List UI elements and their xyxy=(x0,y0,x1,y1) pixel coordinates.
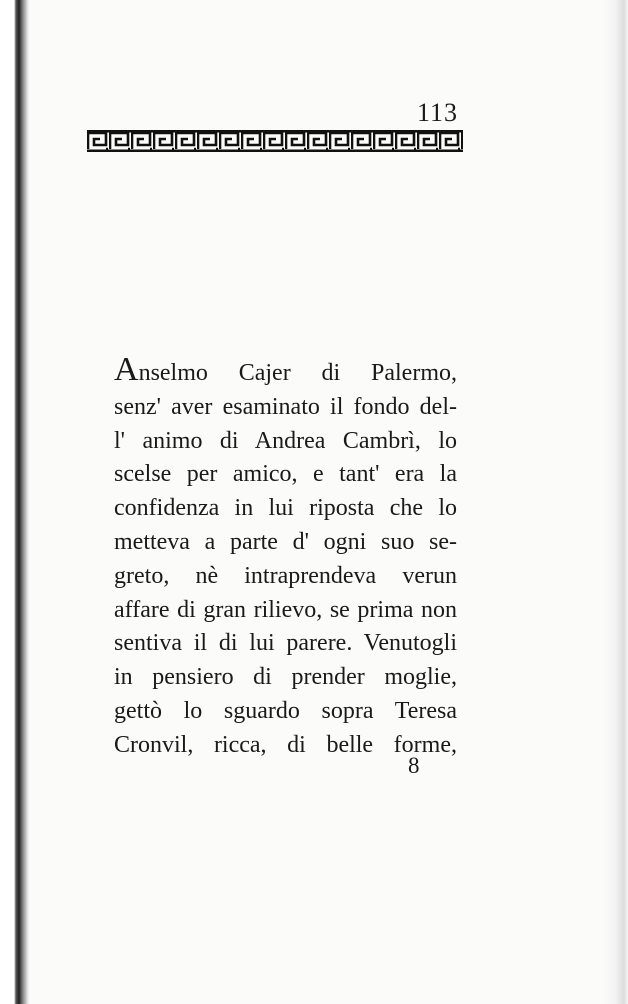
text-line: gettò lo sguardo sopra Teresa xyxy=(114,697,457,724)
text-line xyxy=(114,351,457,391)
main-paragraph xyxy=(114,351,457,763)
text-line: confidenza in lui riposta che lo xyxy=(114,495,457,522)
page-right-edge xyxy=(602,0,628,1004)
text-line: scelse per amico, e tant' era la xyxy=(114,461,457,488)
text-line: senz' aver esaminato il fondo del- xyxy=(114,393,457,420)
page-number: 113 xyxy=(416,98,458,127)
text-line: Cronvil, ricca, di belle forme, xyxy=(114,731,457,758)
greek-key-ornament xyxy=(87,130,463,152)
text-line: sentiva il di lui parere. Venutogli xyxy=(114,630,457,657)
text-line: l' animo di Andrea Cambrì, lo xyxy=(114,427,457,454)
text-line: affare di gran rilievo, se prima non xyxy=(114,596,457,623)
text-line: metteva a parte d' ogni suo se- xyxy=(114,528,457,555)
text-line: greto, nè intraprendeva verun xyxy=(114,562,457,589)
dropcap-letter: A xyxy=(114,351,139,388)
text-line-content: nselmo Cajer di Palermo, xyxy=(138,360,457,386)
page-binding-edge xyxy=(0,0,30,1004)
text-line: in pensiero di prender moglie, xyxy=(114,664,457,691)
signature-mark: 8 xyxy=(408,753,420,778)
